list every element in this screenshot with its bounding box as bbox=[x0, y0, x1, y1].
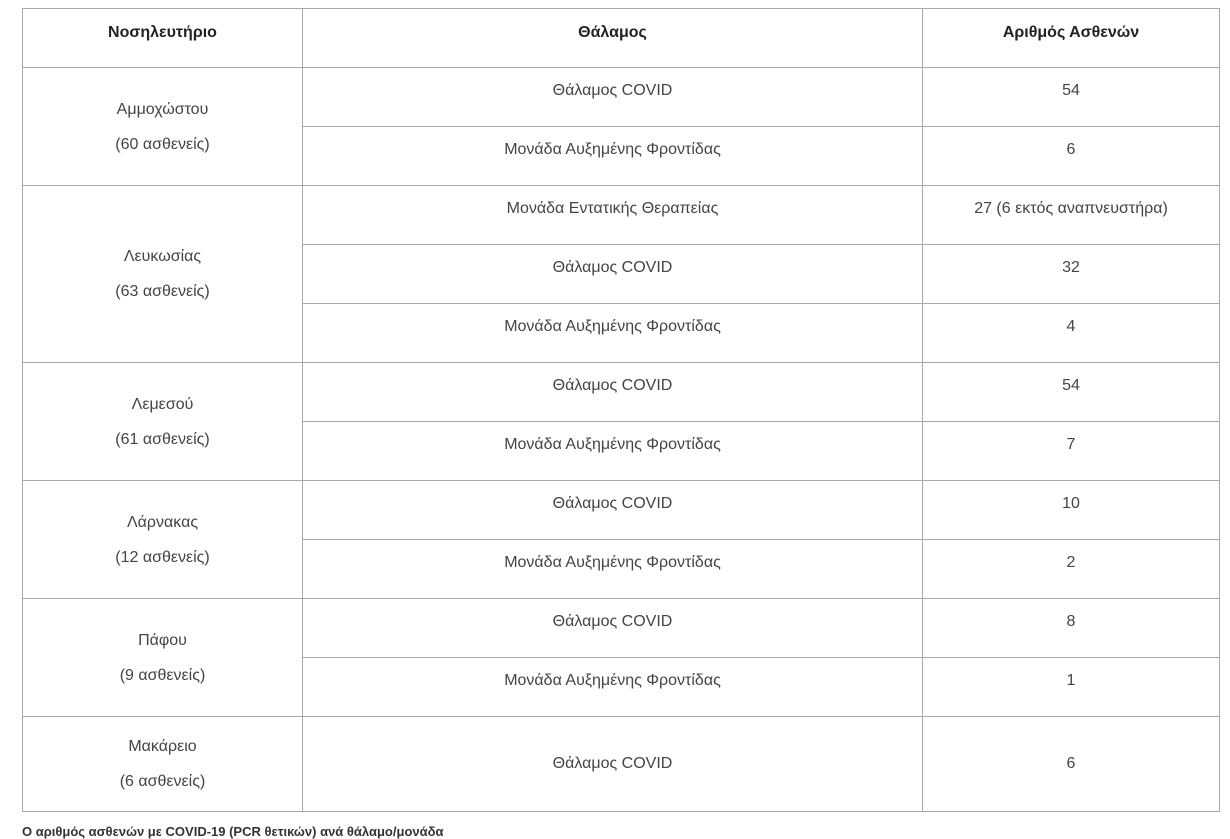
ward-cell: Θάλαμος COVID bbox=[303, 717, 923, 812]
patient-count-cell: 6 bbox=[923, 127, 1220, 186]
patient-count-cell: 54 bbox=[923, 68, 1220, 127]
patient-count-cell: 1 bbox=[923, 658, 1220, 717]
patient-count-cell: 27 (6 εκτός αναπνευστήρα) bbox=[923, 186, 1220, 245]
patient-count-cell: 4 bbox=[923, 304, 1220, 363]
patient-count-cell: 6 bbox=[923, 717, 1220, 812]
ward-cell: Μονάδα Αυξημένης Φροντίδας bbox=[303, 127, 923, 186]
header-ward: Θάλαμος bbox=[303, 9, 923, 68]
hospital-total: (9 ασθενείς) bbox=[119, 666, 206, 684]
hospital-name: Μακάρειο bbox=[128, 738, 197, 755]
hospital-cell-lemesou bbox=[23, 363, 303, 481]
ward-cell: Μονάδα Αυξημένης Φροντίδας bbox=[303, 304, 923, 363]
hospital-total: (61 ασθενείς) bbox=[115, 430, 210, 448]
hospital-total: (6 ασθενείς) bbox=[119, 773, 206, 790]
table-row bbox=[23, 68, 1220, 127]
ward-cell: Θάλαμος COVID bbox=[303, 481, 923, 540]
hospital-name: Λευκωσίας bbox=[123, 248, 202, 265]
table-row bbox=[23, 481, 1220, 540]
hospital-patients-table bbox=[22, 8, 1220, 812]
hospital-cell-lefkosias bbox=[23, 186, 303, 363]
table-row bbox=[23, 363, 1220, 422]
header-patients: Αριθμός Ασθενών bbox=[923, 9, 1220, 68]
patient-count-cell: 7 bbox=[923, 422, 1220, 481]
hospital-name: Αμμοχώστου bbox=[116, 100, 209, 118]
table-header-row bbox=[23, 9, 1220, 68]
hospital-name: Λεμεσού bbox=[131, 395, 194, 413]
hospital-cell-makareio bbox=[23, 717, 303, 812]
ward-cell: Μονάδα Αυξημένης Φροντίδας bbox=[303, 422, 923, 481]
ward-cell: Θάλαμος COVID bbox=[303, 599, 923, 658]
table-row bbox=[23, 717, 1220, 812]
table-row bbox=[23, 599, 1220, 658]
ward-cell: Θάλαμος COVID bbox=[303, 245, 923, 304]
hospital-cell-larnakas bbox=[23, 481, 303, 599]
patient-count-cell: 32 bbox=[923, 245, 1220, 304]
table-row bbox=[23, 186, 1220, 245]
patient-count-cell: 10 bbox=[923, 481, 1220, 540]
hospital-cell-pafou bbox=[23, 599, 303, 717]
patient-count-cell: 54 bbox=[923, 363, 1220, 422]
ward-cell: Μονάδα Εντατικής Θεραπείας bbox=[303, 186, 923, 245]
ward-cell: Θάλαμος COVID bbox=[303, 68, 923, 127]
hospital-total: (12 ασθενείς) bbox=[115, 548, 210, 566]
ward-cell: Θάλαμος COVID bbox=[303, 363, 923, 422]
header-hospital: Νοσηλευτήριο bbox=[23, 9, 303, 68]
patient-count-cell: 8 bbox=[923, 599, 1220, 658]
ward-cell: Μονάδα Αυξημένης Φροντίδας bbox=[303, 658, 923, 717]
patient-count-cell: 2 bbox=[923, 540, 1220, 599]
footer-caption: Ο αριθμός ασθενών με COVID-19 (PCR θετικών) ανά θάλαμο/μονάδα bbox=[22, 824, 444, 839]
hospital-total: (60 ασθενείς) bbox=[115, 135, 210, 153]
hospital-cell-ammochostou bbox=[23, 68, 303, 186]
hospital-name: Πάφου bbox=[138, 631, 187, 649]
ward-cell: Μονάδα Αυξημένης Φροντίδας bbox=[303, 540, 923, 599]
hospital-total: (63 ασθενείς) bbox=[115, 283, 210, 300]
hospital-name: Λάρνακας bbox=[126, 513, 199, 531]
